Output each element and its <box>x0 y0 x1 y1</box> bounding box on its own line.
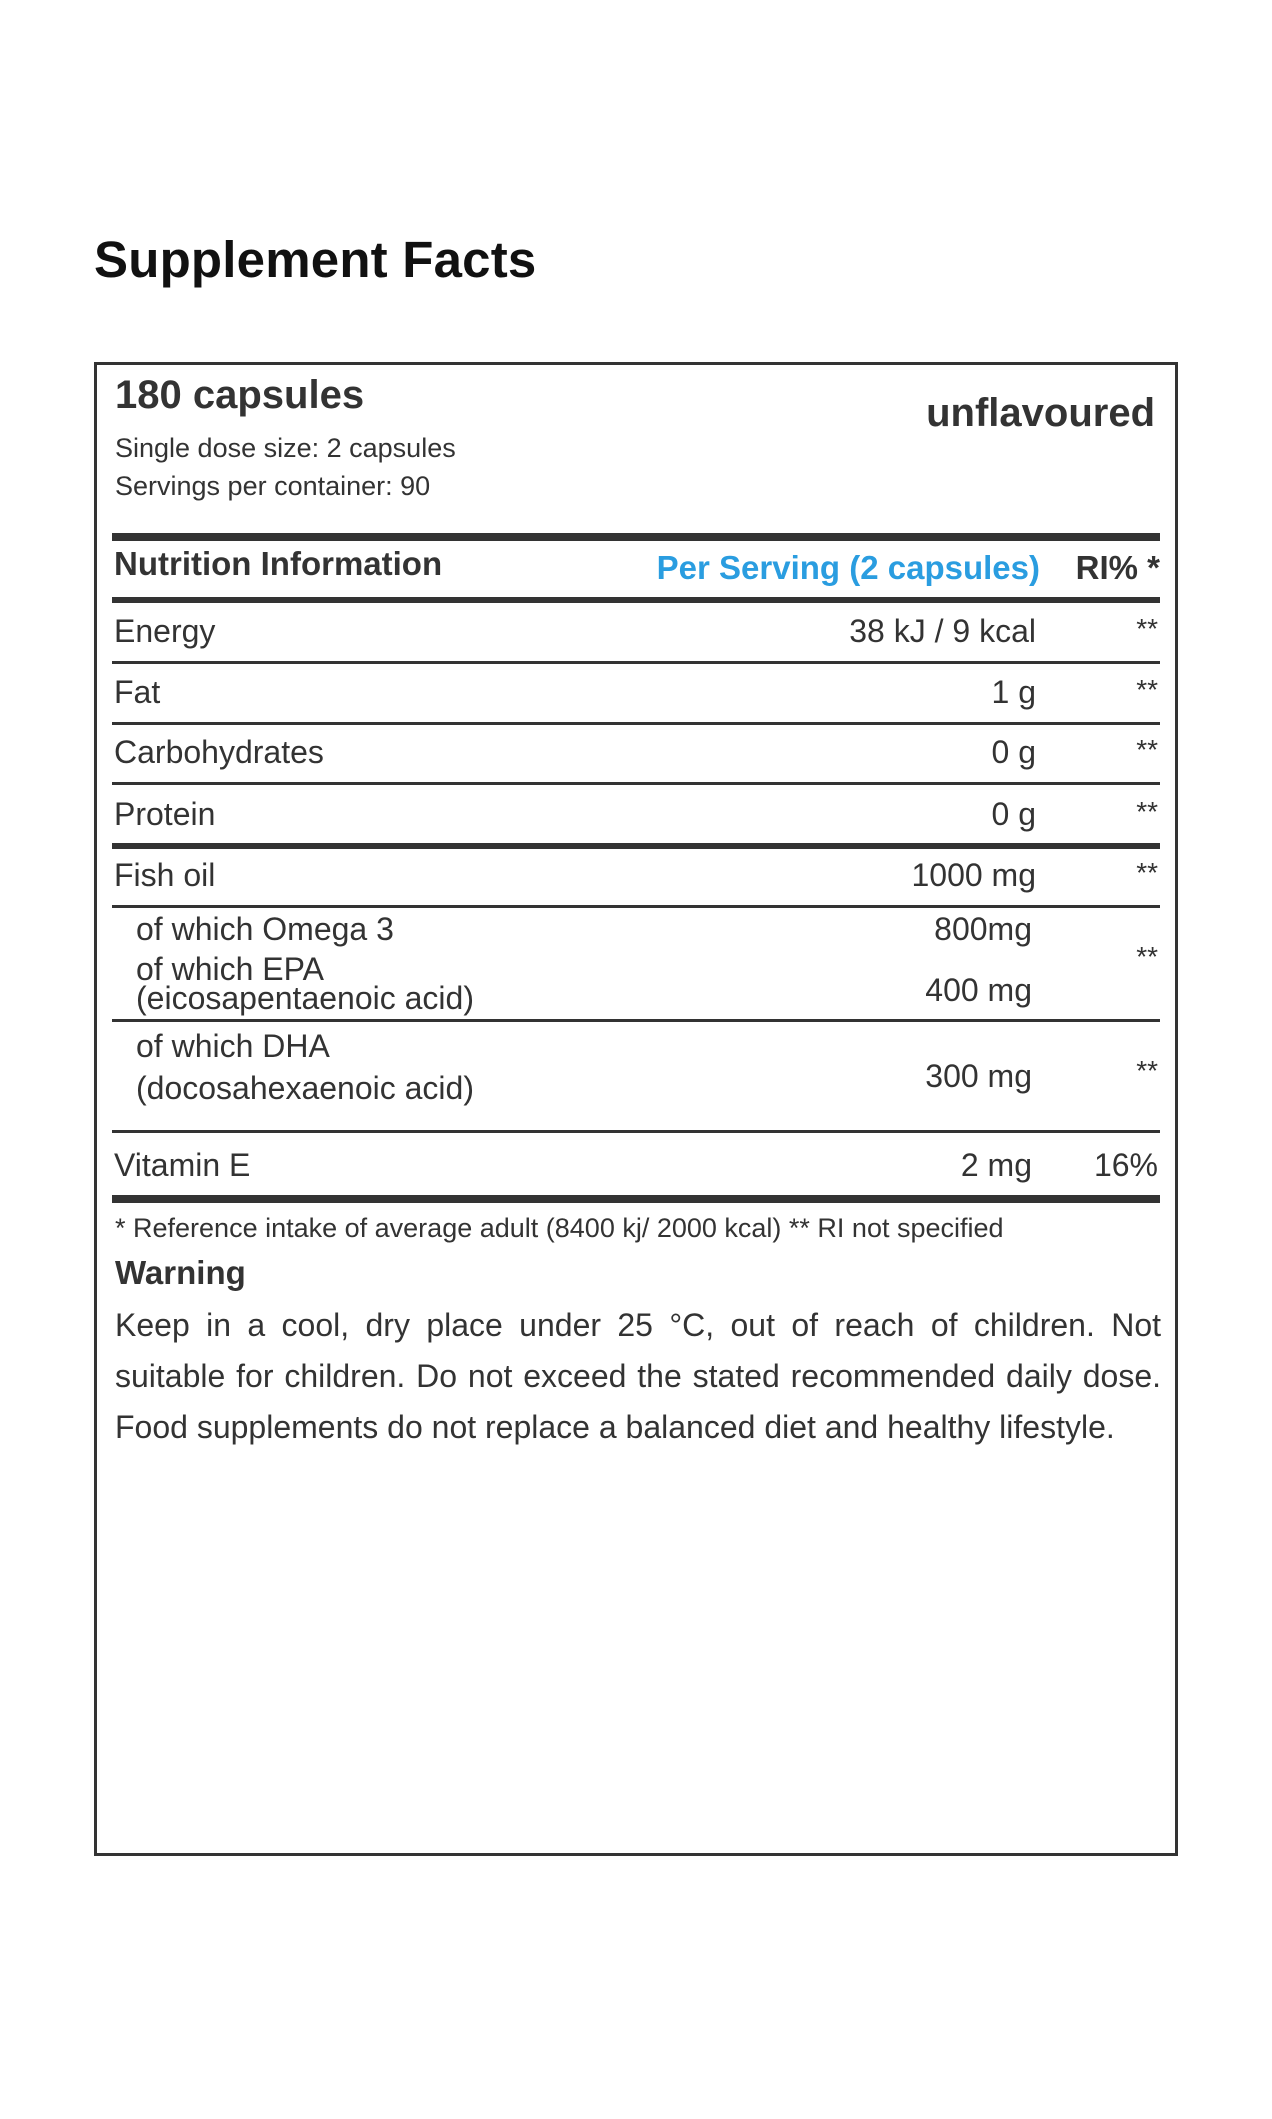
row-amount-omega3: 800mg <box>934 911 1032 947</box>
row-amount-fat: 1 g <box>991 674 1036 710</box>
row-label-dha: of which DHA <box>136 1028 330 1064</box>
row-label-energy: Energy <box>114 613 216 649</box>
row-divider <box>112 661 1160 664</box>
row-label-epa: of which EPA <box>136 951 324 987</box>
page-title: Supplement Facts <box>94 231 537 288</box>
row-amount-vitamin-e: 2 mg <box>960 1147 1032 1183</box>
servings-per-container: Servings per container: 90 <box>115 471 431 501</box>
header-rule <box>112 597 1160 603</box>
row-ri-fat: ** <box>1136 674 1158 705</box>
row-divider <box>112 905 1160 908</box>
row-label-fat: Fat <box>114 674 161 710</box>
table-top-rule <box>112 533 1160 541</box>
row-divider <box>112 1019 1160 1022</box>
row-amount-dha: 300 mg <box>925 1058 1032 1094</box>
row-label-vitamin-e: Vitamin E <box>114 1147 251 1183</box>
row-label-epa-full: (eicosapentaenoic acid) <box>136 980 474 1016</box>
row-divider <box>112 722 1160 725</box>
row-ri-energy: ** <box>1136 613 1158 644</box>
row-ri-protein: ** <box>1136 796 1158 827</box>
flavour-label: unflavoured <box>926 391 1155 435</box>
row-ri-fish-oil: ** <box>1136 857 1158 888</box>
row-label-dha-full: (docosahexaenoic acid) <box>136 1070 474 1106</box>
row-label-protein: Protein <box>114 796 216 832</box>
row-ri-vitamin-e: 16% <box>1093 1147 1158 1183</box>
row-label-fish-oil: Fish oil <box>114 857 216 893</box>
row-divider <box>112 1130 1160 1133</box>
row-amount-energy: 38 kJ / 9 kcal <box>849 613 1036 649</box>
col-header-per-serving: Per Serving (2 capsules) <box>656 549 1040 586</box>
row-ri-carbohydrates: ** <box>1136 734 1158 765</box>
section-divider <box>112 843 1160 849</box>
row-label-omega3: of which Omega 3 <box>136 911 394 947</box>
warning-text: Keep in a cool, dry place under 25 °C, out of reach of children. Not suitable for children. Do not exceed the stated recommended daily dose. Food supplements do not replace a balanced diet and healthy lifestyle. <box>115 1307 1161 1445</box>
col-header-nutrition: Nutrition Information <box>114 545 443 582</box>
row-amount-fish-oil: 1000 mg <box>911 857 1036 893</box>
reference-footnote: * Reference intake of average adult (8400 kj/ 2000 kcal) ** RI not specified <box>115 1213 1004 1243</box>
dose-size: Single dose size: 2 capsules <box>115 433 456 463</box>
col-header-ri: RI% * <box>1075 549 1160 586</box>
row-amount-protein: 0 g <box>991 796 1036 832</box>
row-divider <box>112 782 1160 785</box>
row-amount-carbohydrates: 0 g <box>991 734 1036 770</box>
row-amount-epa: 400 mg <box>925 972 1032 1008</box>
supplement-facts-panel <box>94 362 1178 1856</box>
row-ri-omega3-epa: ** <box>1136 941 1158 972</box>
warning-title: Warning <box>115 1254 246 1291</box>
row-label-carbohydrates: Carbohydrates <box>114 734 324 770</box>
capsule-count: 180 capsules <box>115 373 365 417</box>
row-ri-dha: ** <box>1136 1055 1158 1086</box>
table-bottom-rule <box>112 1195 1160 1203</box>
